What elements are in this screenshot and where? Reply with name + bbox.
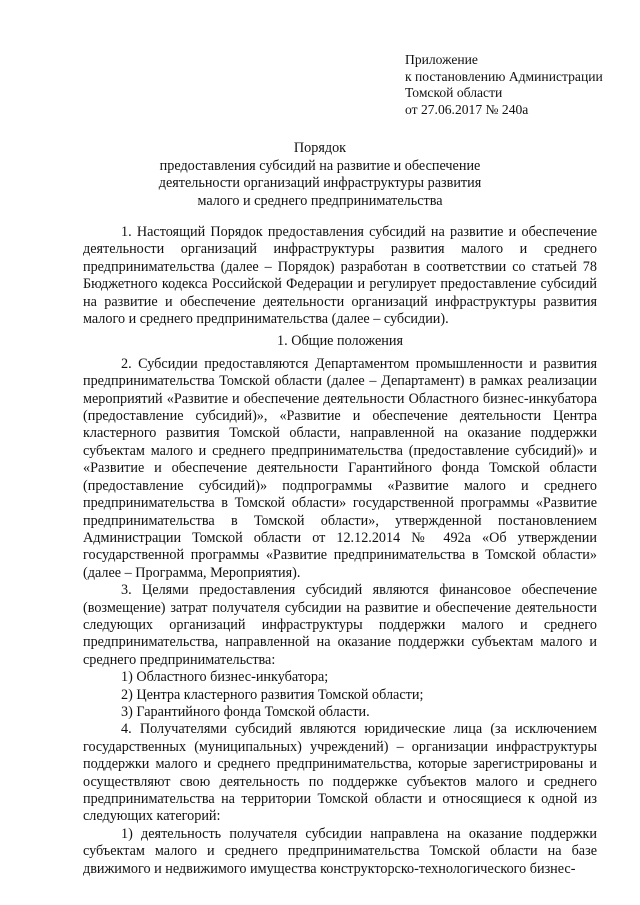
title-line: предоставления субсидий на развитие и обеспечение	[159, 157, 481, 174]
document-body	[83, 224, 597, 878]
appendix-line: Томской области	[405, 85, 503, 100]
title-line: деятельности организаций инфраструктуры развития	[158, 175, 482, 191]
document-title	[60, 140, 580, 210]
paragraph-5: 1) деятельность получателя субсидии направлена на оказание поддержки субъектам малого и среднего предпринимательства Томской области на базе движимого и недвижимого имущества конструкторско-технологического бизнес-	[83, 825, 597, 877]
appendix-line: к постановлению Администрации	[405, 68, 603, 84]
paragraph-3: 3. Целями предоставления субсидий являются финансовое обеспечение (возмещение) затрат получателя субсидии на развитие и обеспечение деятельности следующих организаций инфраструктуры поддержки малого и среднего предпринимательства, направленной на оказание поддержки субъектам малого и среднего предпринимательства:	[83, 582, 597, 668]
paragraph-4: 4. Получателями субсидий являются юридические лица (за исключением государственных (муниципальных) учреждений) – организации инфраструктуры поддержки малого и среднего предпринимательства, которые зарегистрированы и осуществляют свою деятельность по поддержке субъектов малого и среднего предпринимательства на территории Томской области и относящиеся к одной из следующих категорий:	[83, 721, 597, 825]
paragraph-1: 1. Настоящий Порядок предоставления субсидий на развитие и обеспечение деятельности организаций инфраструктуры развития малого и среднего предпринимательства (далее – Порядок) разработан в соответствии со статьей 78 Бюджетного кодекса Российской Федерации и регулирует предоставление субсидий на развитие и обеспечение деятельности организаций инфраструктуры развития малого и среднего предпринимательства (далее – субсидии).	[83, 224, 597, 328]
paragraph-2: 2. Субсидии предоставляются Департаментом промышленности и развития предпринимательства Томской области (далее – Департамент) в рамках реализации мероприятий «Развитие и обеспечение деятельности Областного бизнес-инкубатора (предоставление субсидий)», «Развитие и обеспечение деятельности Центра кластерного развития Томской области, направленной на оказание поддержки субъектам малого и среднего предпринимательства (предоставление субсидий)» и «Развитие и обеспечение деятельности Гарантийного фонда Томской области (предоставление субсидий)» подпрограммы «Развитие малого и среднего предпринимательства в Томской области» государственной программы «Развитие предпринимательства в Томской области», утвержденной постановлением Администрации Томской области от 12.12.2014 № 492а «Об утверждении государственной программы «Развитие предпринимательства в Томской области» (далее – Программа, Мероприятия).	[83, 355, 597, 581]
appendix-block	[405, 52, 625, 118]
appendix-line: Приложение	[405, 52, 478, 67]
list-item: 2) Центра кластерного развития Томской области;	[121, 686, 424, 703]
appendix-date-line: от 27.06.2017 № 240а	[405, 101, 529, 117]
list-item: 1) Областного бизнес-инкубатора;	[121, 669, 329, 686]
title-line: малого и среднего предпринимательства	[197, 192, 443, 209]
list-item: 3) Гарантийного фонда Томской области.	[121, 703, 370, 720]
section-heading-general: 1. Общие положения	[277, 333, 403, 350]
title-line: Порядок	[293, 140, 347, 156]
